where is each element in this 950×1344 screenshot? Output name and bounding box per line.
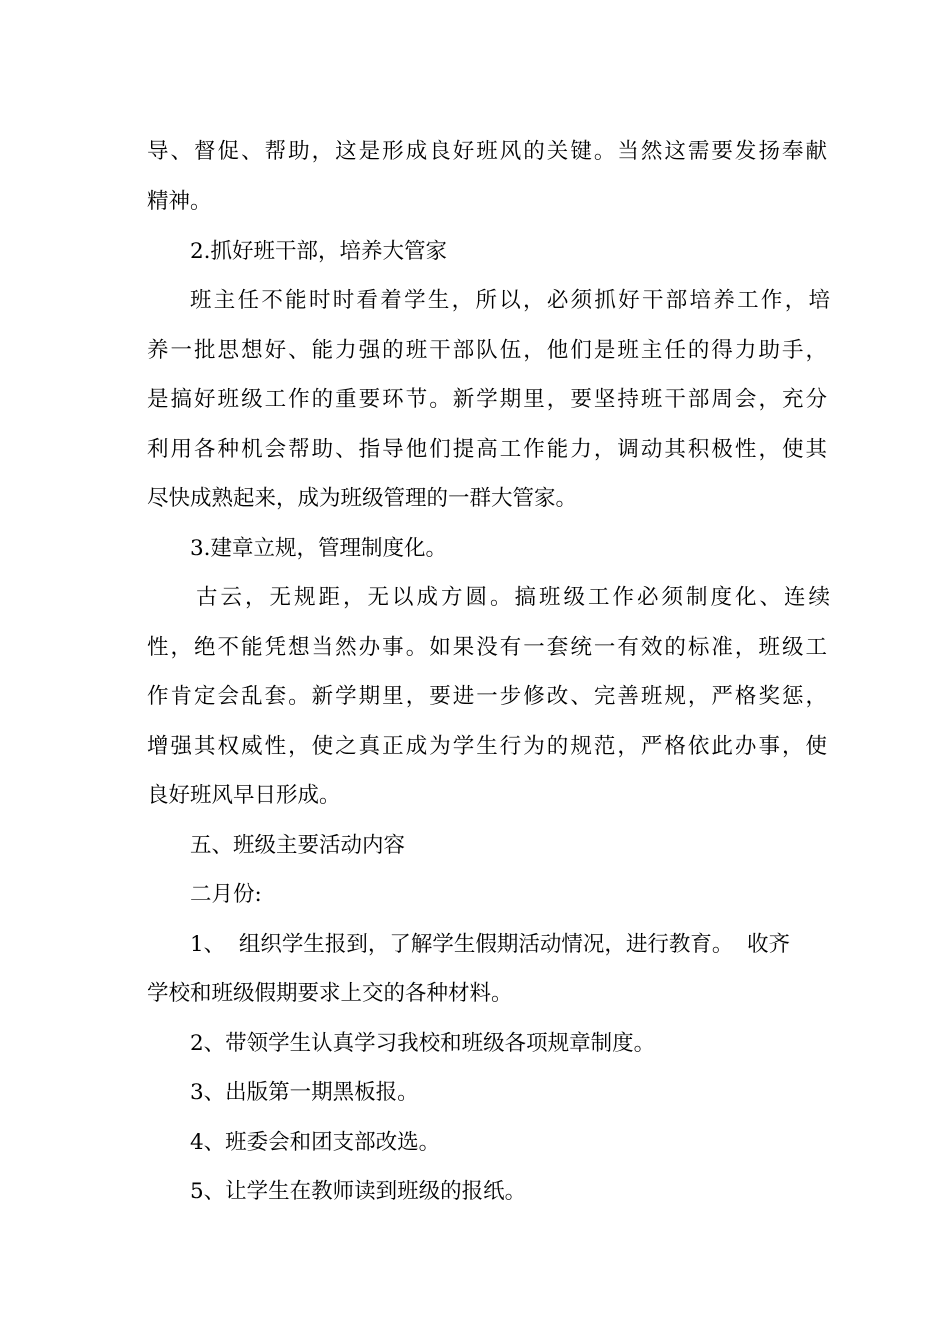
paragraph-line: 古云，无规距，无以成方圆。搞班级工作必须制度化、连续 [196, 585, 830, 610]
section-heading: 2.抓好班干部，培养大管家 [190, 239, 448, 264]
paragraph-line: 班主任不能时时看着学生，所以，必须抓好干部培养工作，培 [190, 288, 830, 313]
paragraph-line: 良好班风早日形成。 [147, 783, 341, 808]
list-item-continuation: 学校和班级假期要求上交的各种材料。 [147, 981, 513, 1006]
paragraph-line: 精神。 [147, 189, 212, 214]
section-heading: 五、班级主要活动内容 [190, 833, 406, 858]
paragraph-line: 增强其权威性，使之真正成为学生行为的规范，严格依此办事，使 [147, 734, 827, 759]
list-item: 3、出版第一期黑板报。 [190, 1080, 419, 1105]
month-heading: 二月份: [190, 882, 262, 907]
paragraph-line: 养一批思想好、能力强的班干部队伍，他们是班主任的得力助手， [147, 338, 827, 363]
list-item: 4、班委会和团支部改选。 [190, 1130, 441, 1155]
paragraph-line: 是搞好班级工作的重要环节。新学期里，要坚持班干部周会，充分 [147, 387, 827, 412]
list-item: 5、让学生在教师读到班级的报纸。 [190, 1179, 527, 1204]
paragraph-line: 性，绝不能凭想当然办事。如果没有一套统一有效的标准，班级工 [147, 635, 827, 660]
paragraph-line: 导、督促、帮助，这是形成良好班风的关键。当然这需要发扬奉献 [147, 139, 827, 164]
list-item: 1、 组织学生报到，了解学生假期活动情况，进行教育。 收齐 [190, 932, 791, 957]
paragraph-line: 尽快成熟起来，成为班级管理的一群大管家。 [147, 486, 578, 511]
paragraph-line: 利用各种机会帮助、指导他们提高工作能力，调动其积极性，使其 [147, 437, 827, 462]
section-heading: 3.建章立规，管理制度化。 [190, 536, 448, 561]
paragraph-line: 作肯定会乱套。新学期里，要进一步修改、完善班规，严格奖惩， [147, 684, 827, 709]
list-item: 2、带领学生认真学习我校和班级各项规章制度。 [190, 1031, 656, 1056]
